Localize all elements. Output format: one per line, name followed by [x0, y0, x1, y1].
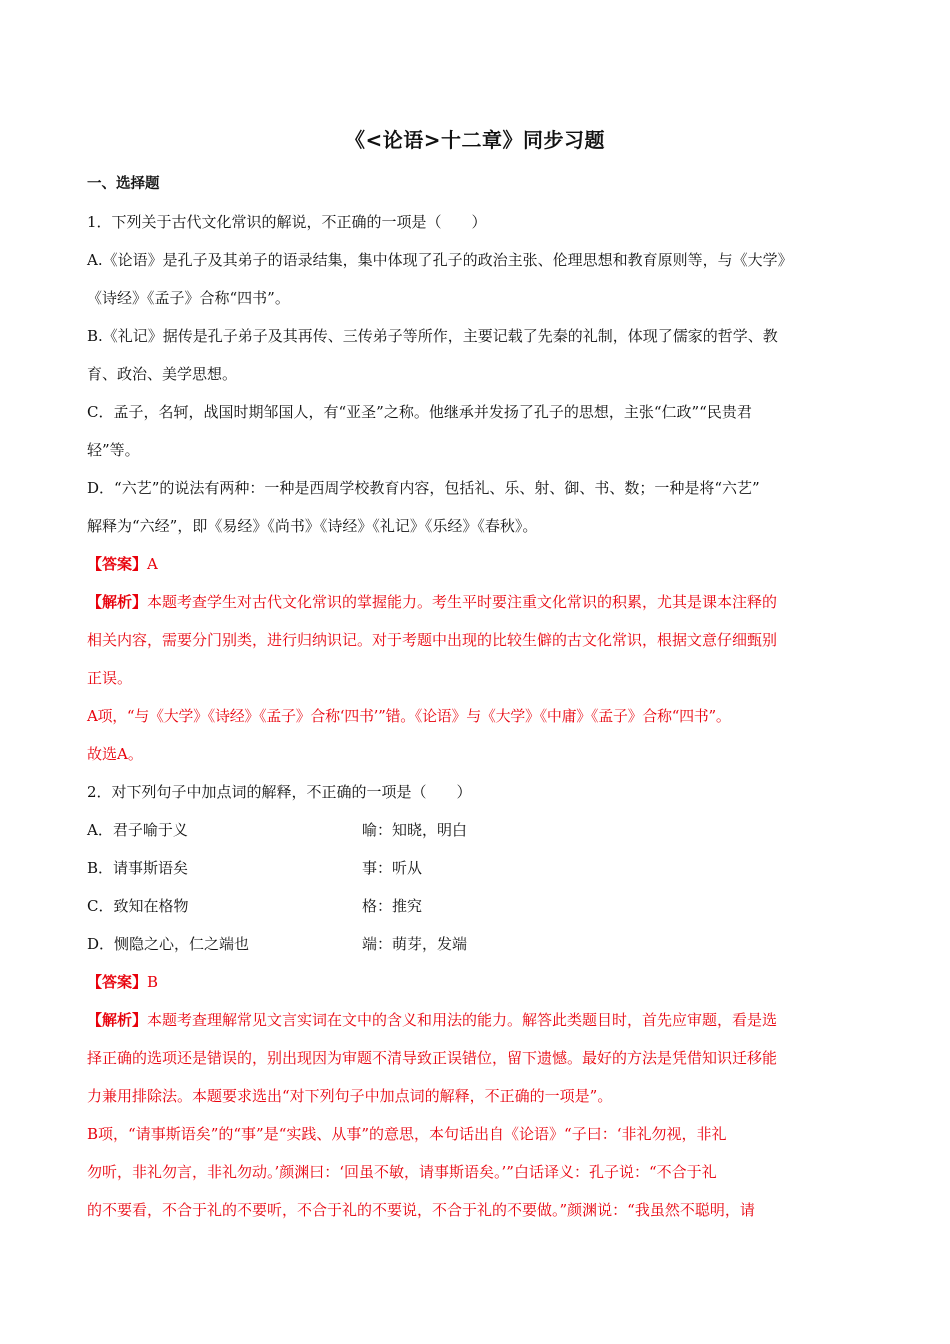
q2-option-a-text: A．君子喻于义	[87, 821, 188, 839]
q2-analysis-line3: 力兼用排除法。本题要求选出“对下列句子中加点词的解释，不正确的一项是”。	[87, 1087, 613, 1105]
section-heading: 一、选择题	[87, 176, 160, 192]
q1-option-a-line2: 《诗经》《孟子》合称“四书”。	[87, 289, 290, 307]
q2-answer-label: 【答案】	[87, 973, 148, 991]
q2-analysis-text: 本题考查理解常见文言实词在文中的含义和用法的能力。解答此类题目时，首先应审题，看是选	[147, 1011, 778, 1029]
q2-option-c-gloss: 格：推究	[362, 897, 423, 915]
q2-analysis-line5: 勿听，非礼勿言，非礼勿动。’颜渊曰：‘回虽不敏，请事斯语矣。’”白话译义：孔子说：“不合于礼	[87, 1163, 717, 1181]
q1-answer-value: A	[147, 555, 158, 573]
q1-answer-label: 【答案】	[87, 555, 148, 573]
q1-analysis-line1	[87, 592, 877, 612]
q2-option-d	[87, 934, 877, 954]
q2-option-d-gloss: 端：萌芽，发端	[362, 935, 468, 953]
q1-option-c-line1: C．孟子，名轲，战国时期邹国人，有“亚圣”之称。他继承并发扬了孔子的思想，主张“仁政”“民贵君	[87, 403, 752, 421]
q2-analysis-line4: B项，“请事斯语矣”的“事”是“实践、从事”的意思，本句话出自《论语》“子曰：‘非礼勿视，非礼	[87, 1125, 727, 1143]
q2-option-d-text: D．恻隐之心，仁之端也	[87, 935, 250, 953]
q2-option-a-gloss: 喻：知晓，明白	[362, 821, 468, 839]
q1-option-d-line1: D．“六艺”的说法有两种：一种是西周学校教育内容，包括礼、乐、射、御、书、数；一种是将“六艺”	[87, 479, 760, 497]
q1-analysis-text: 本题考查学生对古代文化常识的掌握能力。考生平时要注重文化常识的积累，尤其是课本注释的	[147, 593, 778, 611]
q2-analysis-label: 【解析】	[87, 1011, 148, 1029]
q1-analysis-line3: 正误。	[87, 669, 133, 687]
q2-option-b-text: B．请事斯语矣	[87, 859, 189, 877]
q2-option-c-text: C．致知在格物	[87, 897, 189, 915]
q2-answer-value: B	[147, 973, 159, 991]
q2-answer	[87, 972, 877, 992]
q2-analysis-line1	[87, 1010, 877, 1030]
q1-stem: 1．下列关于古代文化常识的解说，不正确的一项是（ ）	[87, 213, 487, 231]
q1-option-b-line2: 育、政治、美学思想。	[87, 365, 238, 383]
q1-option-d-line2: 解释为“六经”，即《易经》《尚书》《诗经》《礼记》《乐经》《春秋》。	[87, 517, 538, 535]
page-title: 《<论语>十二章》同步习题	[344, 128, 605, 152]
q1-option-a-line1: A.《论语》是孔子及其弟子的语录结集，集中体现了孔子的政治主张、伦理思想和教育原则等，与《大学》	[87, 251, 793, 269]
q2-analysis-line6: 的不要看，不合于礼的不要听，不合于礼的不要说，不合于礼的不要做。”颜渊说：“我虽然不聪明，请	[87, 1201, 755, 1219]
q2-stem: 2．对下列句子中加点词的解释，不正确的一项是（ ）	[87, 783, 472, 801]
q1-option-c-line2: 轻”等。	[87, 441, 140, 459]
q1-analysis-line2: 相关内容，需要分门别类，进行归纳识记。对于考题中出现的比较生僻的古文化常识，根据文意仔细甄别	[87, 631, 778, 649]
q2-option-a	[87, 820, 877, 840]
q1-analysis-label: 【解析】	[87, 593, 148, 611]
q1-analysis-line5: 故选A。	[87, 745, 143, 763]
q2-option-b-gloss: 事：听从	[362, 859, 423, 877]
q2-option-c	[87, 896, 877, 916]
q2-analysis-line2: 择正确的选项还是错误的，别出现因为审题不清导致正误错位，留下遗憾。最好的方法是凭借知识迁移能	[87, 1049, 778, 1067]
q1-option-b-line1: B.《礼记》据传是孔子弟子及其再传、三传弟子等所作，主要记载了先秦的礼制，体现了儒家的哲学、教	[87, 327, 778, 345]
q2-option-b	[87, 858, 877, 878]
q1-answer	[87, 554, 877, 574]
q1-analysis-line4: A项，“与《大学》《诗经》《孟子》合称‘四书’”错。《论语》与《大学》《中庸》《孟子》合称“四书”。	[87, 707, 731, 725]
